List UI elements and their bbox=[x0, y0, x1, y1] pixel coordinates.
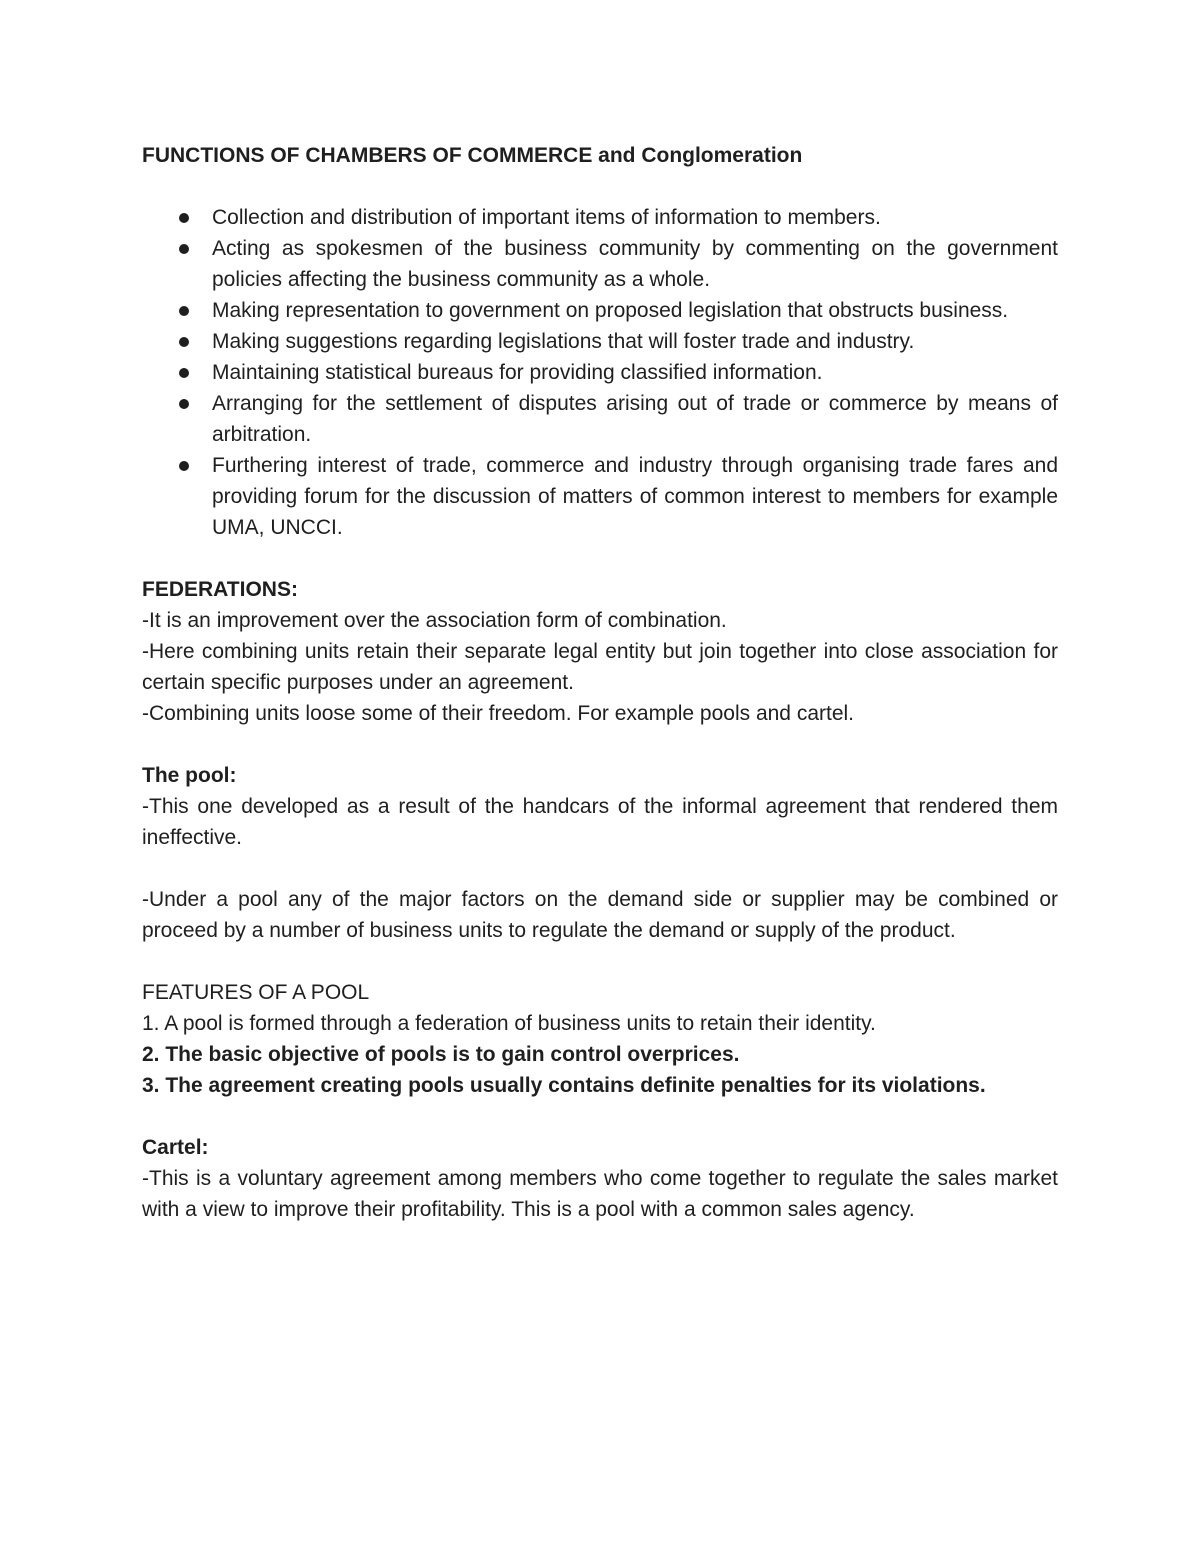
spacer bbox=[142, 946, 1058, 977]
list-item: Arranging for the settlement of disputes arising out of trade or commerce by means of arbitration. bbox=[212, 388, 1058, 450]
pool-heading: The pool: bbox=[142, 764, 237, 787]
federations-line: -It is an improvement over the association form of combination. bbox=[142, 609, 727, 632]
list-item: Collection and distribution of important items of information to members. bbox=[212, 202, 1058, 233]
bullet-icon bbox=[179, 306, 189, 316]
bullet-icon bbox=[179, 399, 189, 409]
list-item: Furthering interest of trade, commerce and industry through organising trade fares and providing forum for the discussion of matters of common interest to members for example UMA, UNCCI. bbox=[212, 450, 1058, 543]
federations-line: -Combining units loose some of their freedom. For example pools and cartel. bbox=[142, 702, 855, 725]
cartel-heading: Cartel: bbox=[142, 1136, 209, 1159]
list-item: Making suggestions regarding legislations that will foster trade and industry. bbox=[212, 326, 1058, 357]
bullet-icon bbox=[179, 213, 189, 223]
feature-item: 2. The basic objective of pools is to gain control overprices. bbox=[142, 1043, 740, 1066]
list-item: Maintaining statistical bureaus for providing classified information. bbox=[212, 357, 1058, 388]
page-title: FUNCTIONS OF CHAMBERS OF COMMERCE and Conglomeration bbox=[142, 144, 803, 167]
bullet-icon bbox=[179, 244, 189, 254]
federations-section bbox=[142, 574, 1058, 729]
pool-paragraph: -This one developed as a result of the handcars of the informal agreement that rendered them ineffective. bbox=[142, 795, 1058, 849]
spacer bbox=[142, 729, 1058, 760]
federations-heading: FEDERATIONS: bbox=[142, 578, 298, 601]
list-item: Acting as spokesmen of the business community by commenting on the government policies affecting the business community as a whole. bbox=[212, 233, 1058, 295]
pool-paragraph: -Under a pool any of the major factors on the demand side or supplier may be combined or proceed by a number of business units to regulate the demand or supply of the product. bbox=[142, 888, 1058, 942]
features-section bbox=[142, 977, 1058, 1101]
bullet-icon bbox=[179, 368, 189, 378]
federations-line: -Here combining units retain their separate legal entity but join together into close association for certain specific purposes under an agreement. bbox=[142, 640, 1058, 694]
spacer bbox=[142, 1101, 1058, 1132]
features-heading: FEATURES OF A POOL bbox=[142, 981, 370, 1004]
bullet-icon bbox=[179, 337, 189, 347]
spacer bbox=[142, 853, 1058, 884]
list-item: Making representation to government on proposed legislation that obstructs business. bbox=[212, 295, 1058, 326]
document-body bbox=[142, 140, 1058, 1225]
cartel-paragraph: -This is a voluntary agreement among members who come together to regulate the sales market with a view to improve their profitability. This is a pool with a common sales agency. bbox=[142, 1167, 1058, 1221]
functions-list bbox=[142, 202, 1058, 543]
bullet-icon bbox=[179, 461, 189, 471]
feature-item: 3. The agreement creating pools usually contains definite penalties for its violations. bbox=[142, 1074, 986, 1097]
pool-section bbox=[142, 760, 1058, 946]
cartel-section bbox=[142, 1132, 1058, 1225]
feature-item: 1. A pool is formed through a federation of business units to retain their identity. bbox=[142, 1012, 876, 1035]
